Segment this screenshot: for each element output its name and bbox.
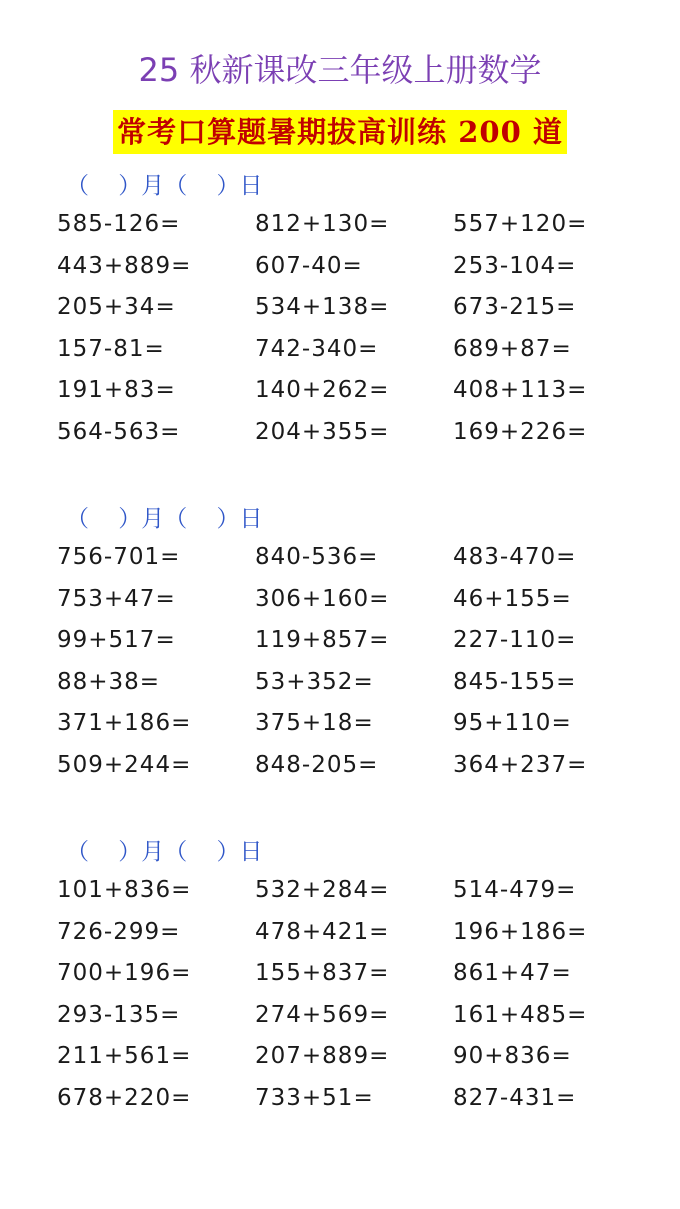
problem: 371+186= <box>57 710 192 737</box>
problem: 514-479= <box>453 877 577 903</box>
problem: 101+836= <box>57 877 192 903</box>
subtitle-container <box>0 110 680 154</box>
problem: 443+889= <box>57 252 192 279</box>
problem-row <box>57 583 657 625</box>
problem-row <box>57 333 657 375</box>
problem: 207+889= <box>255 1043 390 1070</box>
problem: 205+34= <box>57 294 176 321</box>
problem: 169+226= <box>453 418 588 445</box>
problem-row <box>57 1082 657 1124</box>
problem: 211+561= <box>57 1043 192 1070</box>
date-label: （ ）月（ ）日 <box>66 839 263 865</box>
problem: 678+220= <box>57 1084 192 1111</box>
problem: 753+47= <box>57 585 176 612</box>
date-label: （ ）月（ ）日 <box>66 506 263 532</box>
date-label: （ ）月（ ）日 <box>66 173 263 199</box>
problem: 306+160= <box>255 585 390 612</box>
problem: 227-110= <box>453 627 577 654</box>
problem: 673-215= <box>453 294 577 321</box>
problem: 119+857= <box>255 627 390 654</box>
problem: 140+262= <box>255 377 390 404</box>
problem: 364+237= <box>453 751 588 778</box>
problem-row <box>57 666 657 708</box>
problem: 408+113= <box>453 377 588 404</box>
problem-row <box>57 957 657 999</box>
problem-grid <box>57 208 657 458</box>
problem-row <box>57 250 657 292</box>
problem: 478+421= <box>255 918 390 945</box>
problem: 293-135= <box>57 1001 181 1028</box>
problem: 812+130= <box>255 211 390 237</box>
problem: 191+83= <box>57 377 176 404</box>
problem: 733+51= <box>255 1084 374 1111</box>
problem-row <box>57 916 657 958</box>
problem: 742-340= <box>255 335 379 362</box>
problem: 689+87= <box>453 335 572 362</box>
problem-row <box>57 541 657 583</box>
problem: 557+120= <box>453 211 588 237</box>
problem: 532+284= <box>255 877 390 903</box>
problem-row <box>57 1040 657 1082</box>
problem: 155+837= <box>255 960 390 987</box>
problem: 509+244= <box>57 751 192 778</box>
problem: 53+352= <box>255 668 374 695</box>
problem: 161+485= <box>453 1001 588 1028</box>
problem: 46+155= <box>453 585 572 612</box>
problem: 861+47= <box>453 960 572 987</box>
problem-row <box>57 291 657 333</box>
problem: 756-701= <box>57 544 181 570</box>
problem-grid <box>57 541 657 791</box>
problem: 585-126= <box>57 211 181 237</box>
problem-row <box>57 749 657 791</box>
problem: 157-81= <box>57 335 165 362</box>
problem: 845-155= <box>453 668 577 695</box>
worksheet-subtitle: 常考口算题暑期拔高训练 200 道 <box>113 110 567 154</box>
problem: 840-536= <box>255 544 379 570</box>
problem: 607-40= <box>255 252 363 279</box>
problem: 95+110= <box>453 710 572 737</box>
problem-row <box>57 416 657 458</box>
problem-grid <box>57 874 657 1124</box>
problem: 253-104= <box>453 252 577 279</box>
problem: 827-431= <box>453 1084 577 1111</box>
problem: 88+38= <box>57 668 161 695</box>
problem-row <box>57 208 657 250</box>
problem: 196+186= <box>453 918 588 945</box>
problem-row <box>57 624 657 666</box>
problem: 534+138= <box>255 294 390 321</box>
problem: 99+517= <box>57 627 176 654</box>
problem: 204+355= <box>255 418 390 445</box>
problem: 564-563= <box>57 418 181 445</box>
problem: 483-470= <box>453 544 577 570</box>
problem: 274+569= <box>255 1001 390 1028</box>
problem: 700+196= <box>57 960 192 987</box>
problem: 848-205= <box>255 751 379 778</box>
problem-row <box>57 707 657 749</box>
problem: 726-299= <box>57 918 181 945</box>
problem-row <box>57 874 657 916</box>
problem: 375+18= <box>255 710 374 737</box>
problem-row <box>57 374 657 416</box>
worksheet-title: 25 秋新课改三年级上册数学 <box>138 51 542 89</box>
problem-row <box>57 999 657 1041</box>
problem: 90+836= <box>453 1043 572 1070</box>
